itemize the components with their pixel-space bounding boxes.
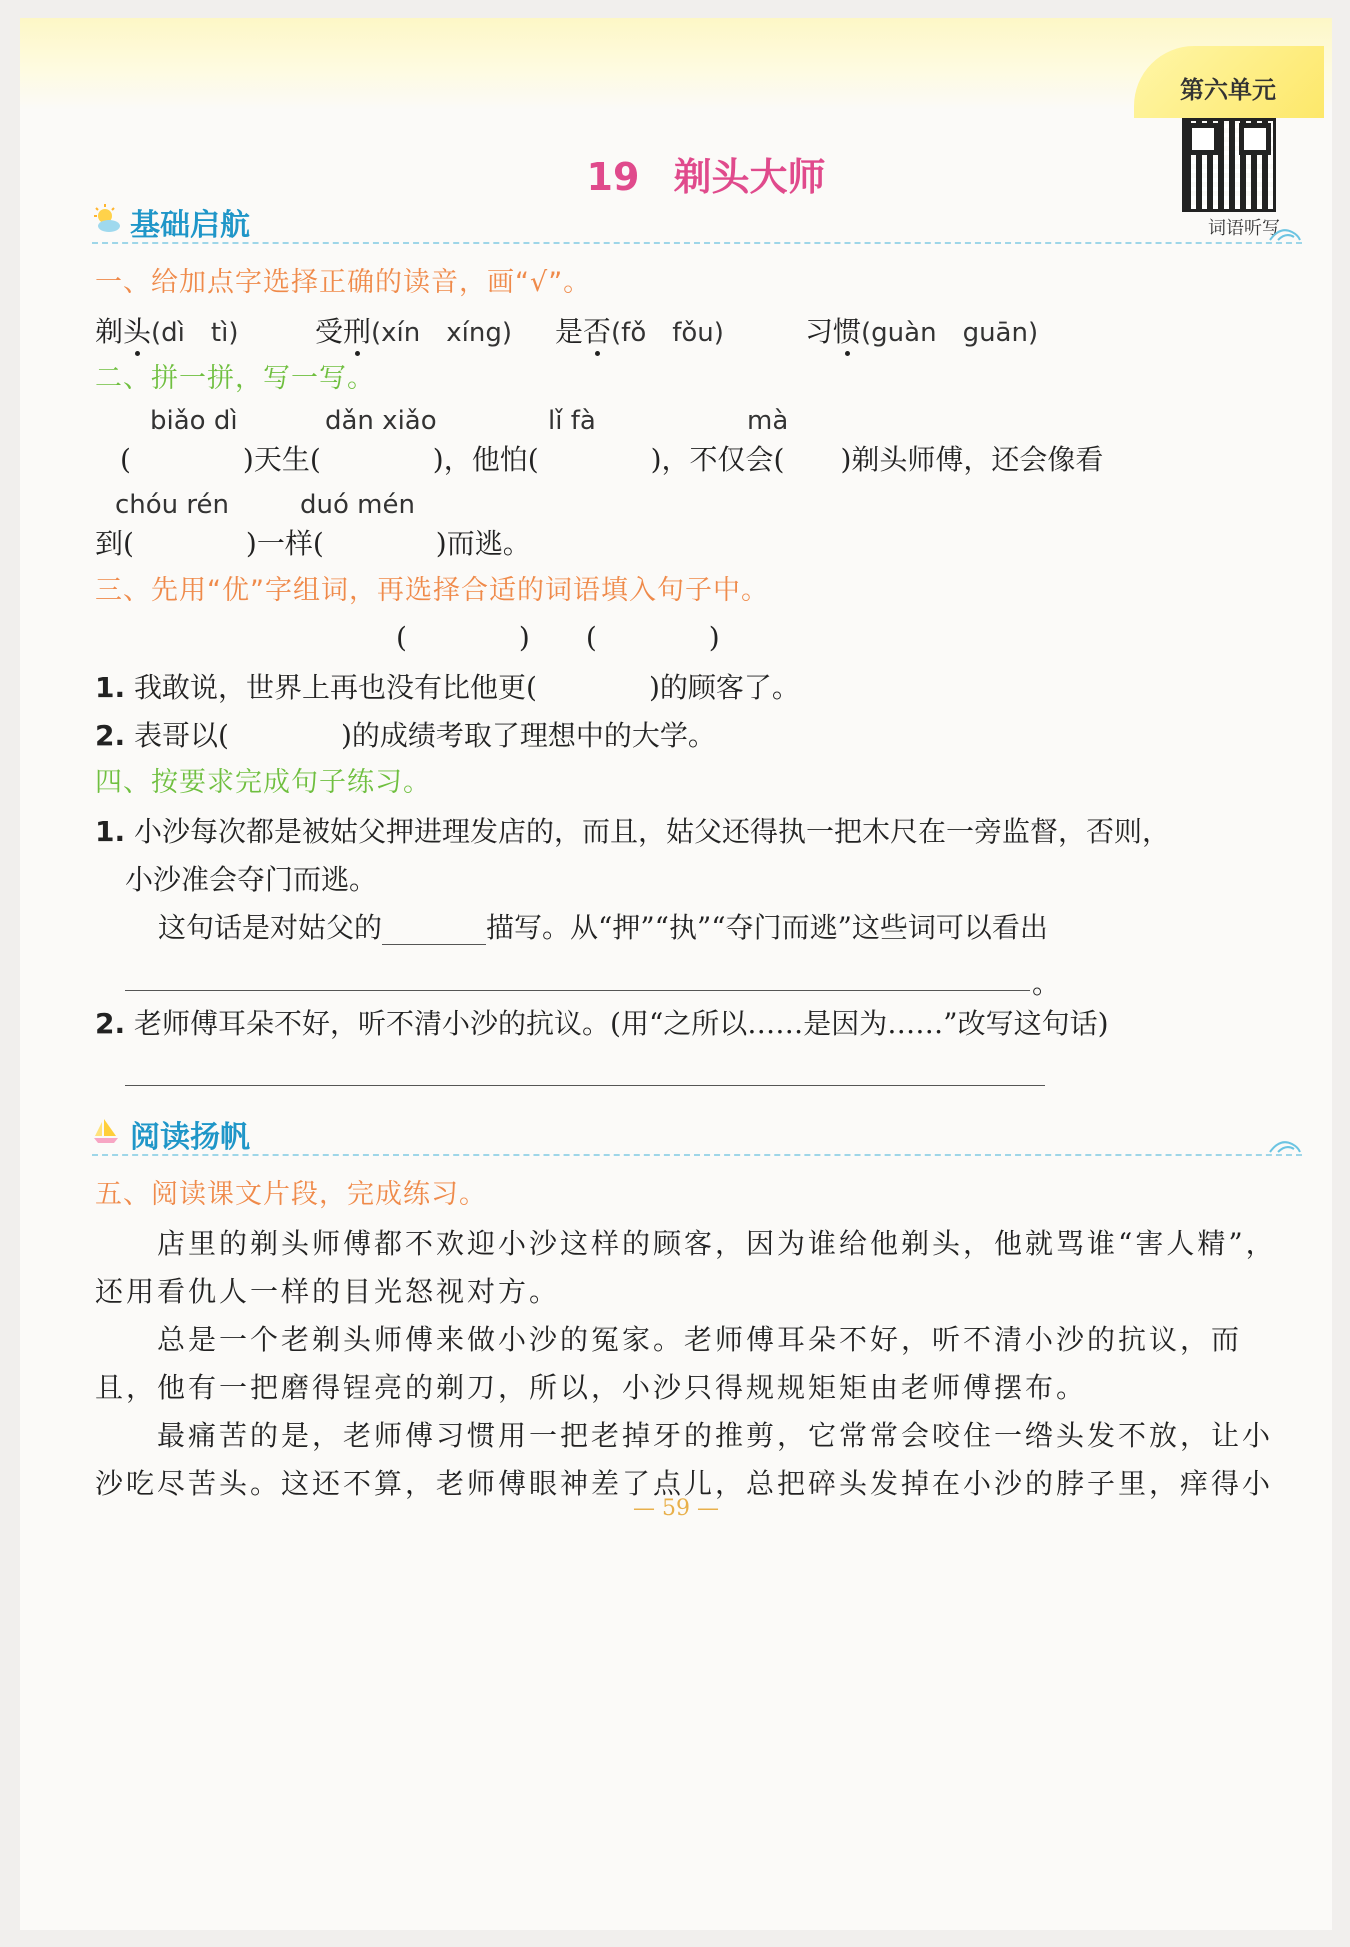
sailboat-icon: [92, 1116, 122, 1146]
q3-prompt: 三、先用“优”字组词，再选择合适的词语填入句子中。: [95, 575, 769, 606]
q2-prompt: 二、拼一拼，写一写。: [95, 363, 375, 394]
q4-question-text-a: 这句话是对姑父的: [158, 911, 383, 944]
q5-prompt: 五、阅读课文片段，完成练习。: [95, 1179, 487, 1210]
pinyin: mà: [747, 406, 789, 436]
section-reading-header: [92, 1110, 1302, 1156]
section-basic-label: 基础启航: [130, 208, 250, 243]
item-text: 表哥以( )的成绩考取了理想中的大学。: [134, 719, 716, 752]
q4-item-2: [95, 1002, 1109, 1042]
sun-cloud-icon: [92, 204, 122, 234]
q1-word: 是否: [555, 315, 612, 348]
qr-label: 词语听写: [1208, 218, 1280, 239]
q3-word-blanks[interactable]: ( ) ( ): [396, 621, 720, 654]
q4-answer-line-1[interactable]: [125, 990, 1030, 991]
pinyin: chóu rén: [115, 490, 230, 520]
item-text: 老师傅耳朵不好，听不清小沙的抗议。(用“之所以……是因为……”改写这句话): [134, 1007, 1109, 1040]
wave-icon: [1268, 224, 1302, 244]
q4-item-1-line-2: 小沙准会夺门而逃。: [125, 863, 378, 896]
wave-icon: [1268, 1136, 1302, 1156]
unit-label: 第六单元: [1180, 76, 1276, 104]
item-text: 我敢说，世界上再也没有比他更( )的顾客了。: [134, 671, 800, 704]
q2-sentence-1[interactable]: ( )天生( )，他怕( )，不仅会( )剃头师傅，还会像看: [120, 443, 1104, 476]
q3-item-1[interactable]: [95, 666, 800, 706]
q1-item-2: [315, 310, 512, 350]
passage-line-3: 总是一个老剃头师傅来做小沙的冤家。老师傅耳朵不好，听不清小沙的抗议，而: [95, 1323, 1243, 1356]
q1-item-3: [555, 310, 724, 350]
q1-word: 受刑: [315, 315, 372, 348]
q1-word: 剃头: [95, 315, 152, 348]
passage-line-1: 店里的剃头师傅都不欢迎小沙这样的顾客，因为谁给他剃头，他就骂谁“害人精”，: [95, 1227, 1277, 1260]
q1-options[interactable]: (guàn guān): [861, 318, 1039, 348]
pinyin: duó mén: [300, 490, 415, 520]
item-number: 1.: [95, 815, 126, 848]
q1-options[interactable]: (dì tì): [151, 318, 239, 348]
q4-item-1-line-1: [95, 810, 1170, 850]
passage-line-6: 沙吃尽苦头。这还不算，老师傅眼神差了点儿，总把碎头发掉在小沙的脖子里，痒得小: [95, 1467, 1274, 1500]
lesson-title-text: 剃头大师: [673, 155, 826, 199]
passage-line-2: 还用看仇人一样的目光怒视对方。: [95, 1275, 561, 1308]
q4-blank-description[interactable]: [382, 911, 486, 945]
passage-line-4: 且，他有一把磨得锃亮的剃刀，所以，小沙只得规规矩矩由老师傅摆布。: [95, 1371, 1088, 1404]
section-reading-label: 阅读扬帆: [130, 1120, 250, 1155]
q1-item-4: [805, 310, 1038, 350]
lesson-title: [20, 146, 1332, 201]
q4-answer-line-2[interactable]: [125, 1085, 1045, 1086]
q4-period: 。: [1032, 967, 1061, 1000]
item-number: 1.: [95, 671, 126, 704]
q1-item-1: [95, 310, 238, 350]
section-basic-header: [92, 198, 1302, 244]
page-number: — 59 —: [633, 1496, 719, 1521]
item-text: 小沙每次都是被姑父押进理发店的，而且，姑父还得执一把木尺在一旁监督，否则，: [134, 815, 1171, 848]
q4-prompt: 四、按要求完成句子练习。: [95, 767, 431, 798]
q4-question-text-b: 描写。从“押”“执”“夺门而逃”这些词可以看出: [486, 911, 1048, 944]
q1-word: 习惯: [805, 315, 862, 348]
pinyin: dǎn xiǎo: [325, 406, 437, 436]
q4-item-1-question: [158, 906, 1048, 946]
pinyin: biǎo dì: [150, 406, 238, 436]
item-number: 2.: [95, 1007, 126, 1040]
q1-prompt: 一、给加点字选择正确的读音，画“√”。: [95, 267, 592, 298]
passage-line-5: 最痛苦的是，老师傅习惯用一把老掉牙的推剪，它常常会咬住一绺头发不放，让小: [95, 1419, 1274, 1452]
worksheet-page: [20, 18, 1332, 1930]
pinyin: lǐ fà: [548, 406, 596, 436]
lesson-number: 19: [586, 155, 640, 199]
q3-item-2[interactable]: [95, 714, 716, 754]
q2-sentence-2[interactable]: 到( )一样( )而逃。: [95, 527, 531, 560]
q1-options[interactable]: (xín xíng): [371, 318, 513, 348]
q1-options[interactable]: (fǒ fǒu): [611, 318, 724, 348]
item-number: 2.: [95, 719, 126, 752]
